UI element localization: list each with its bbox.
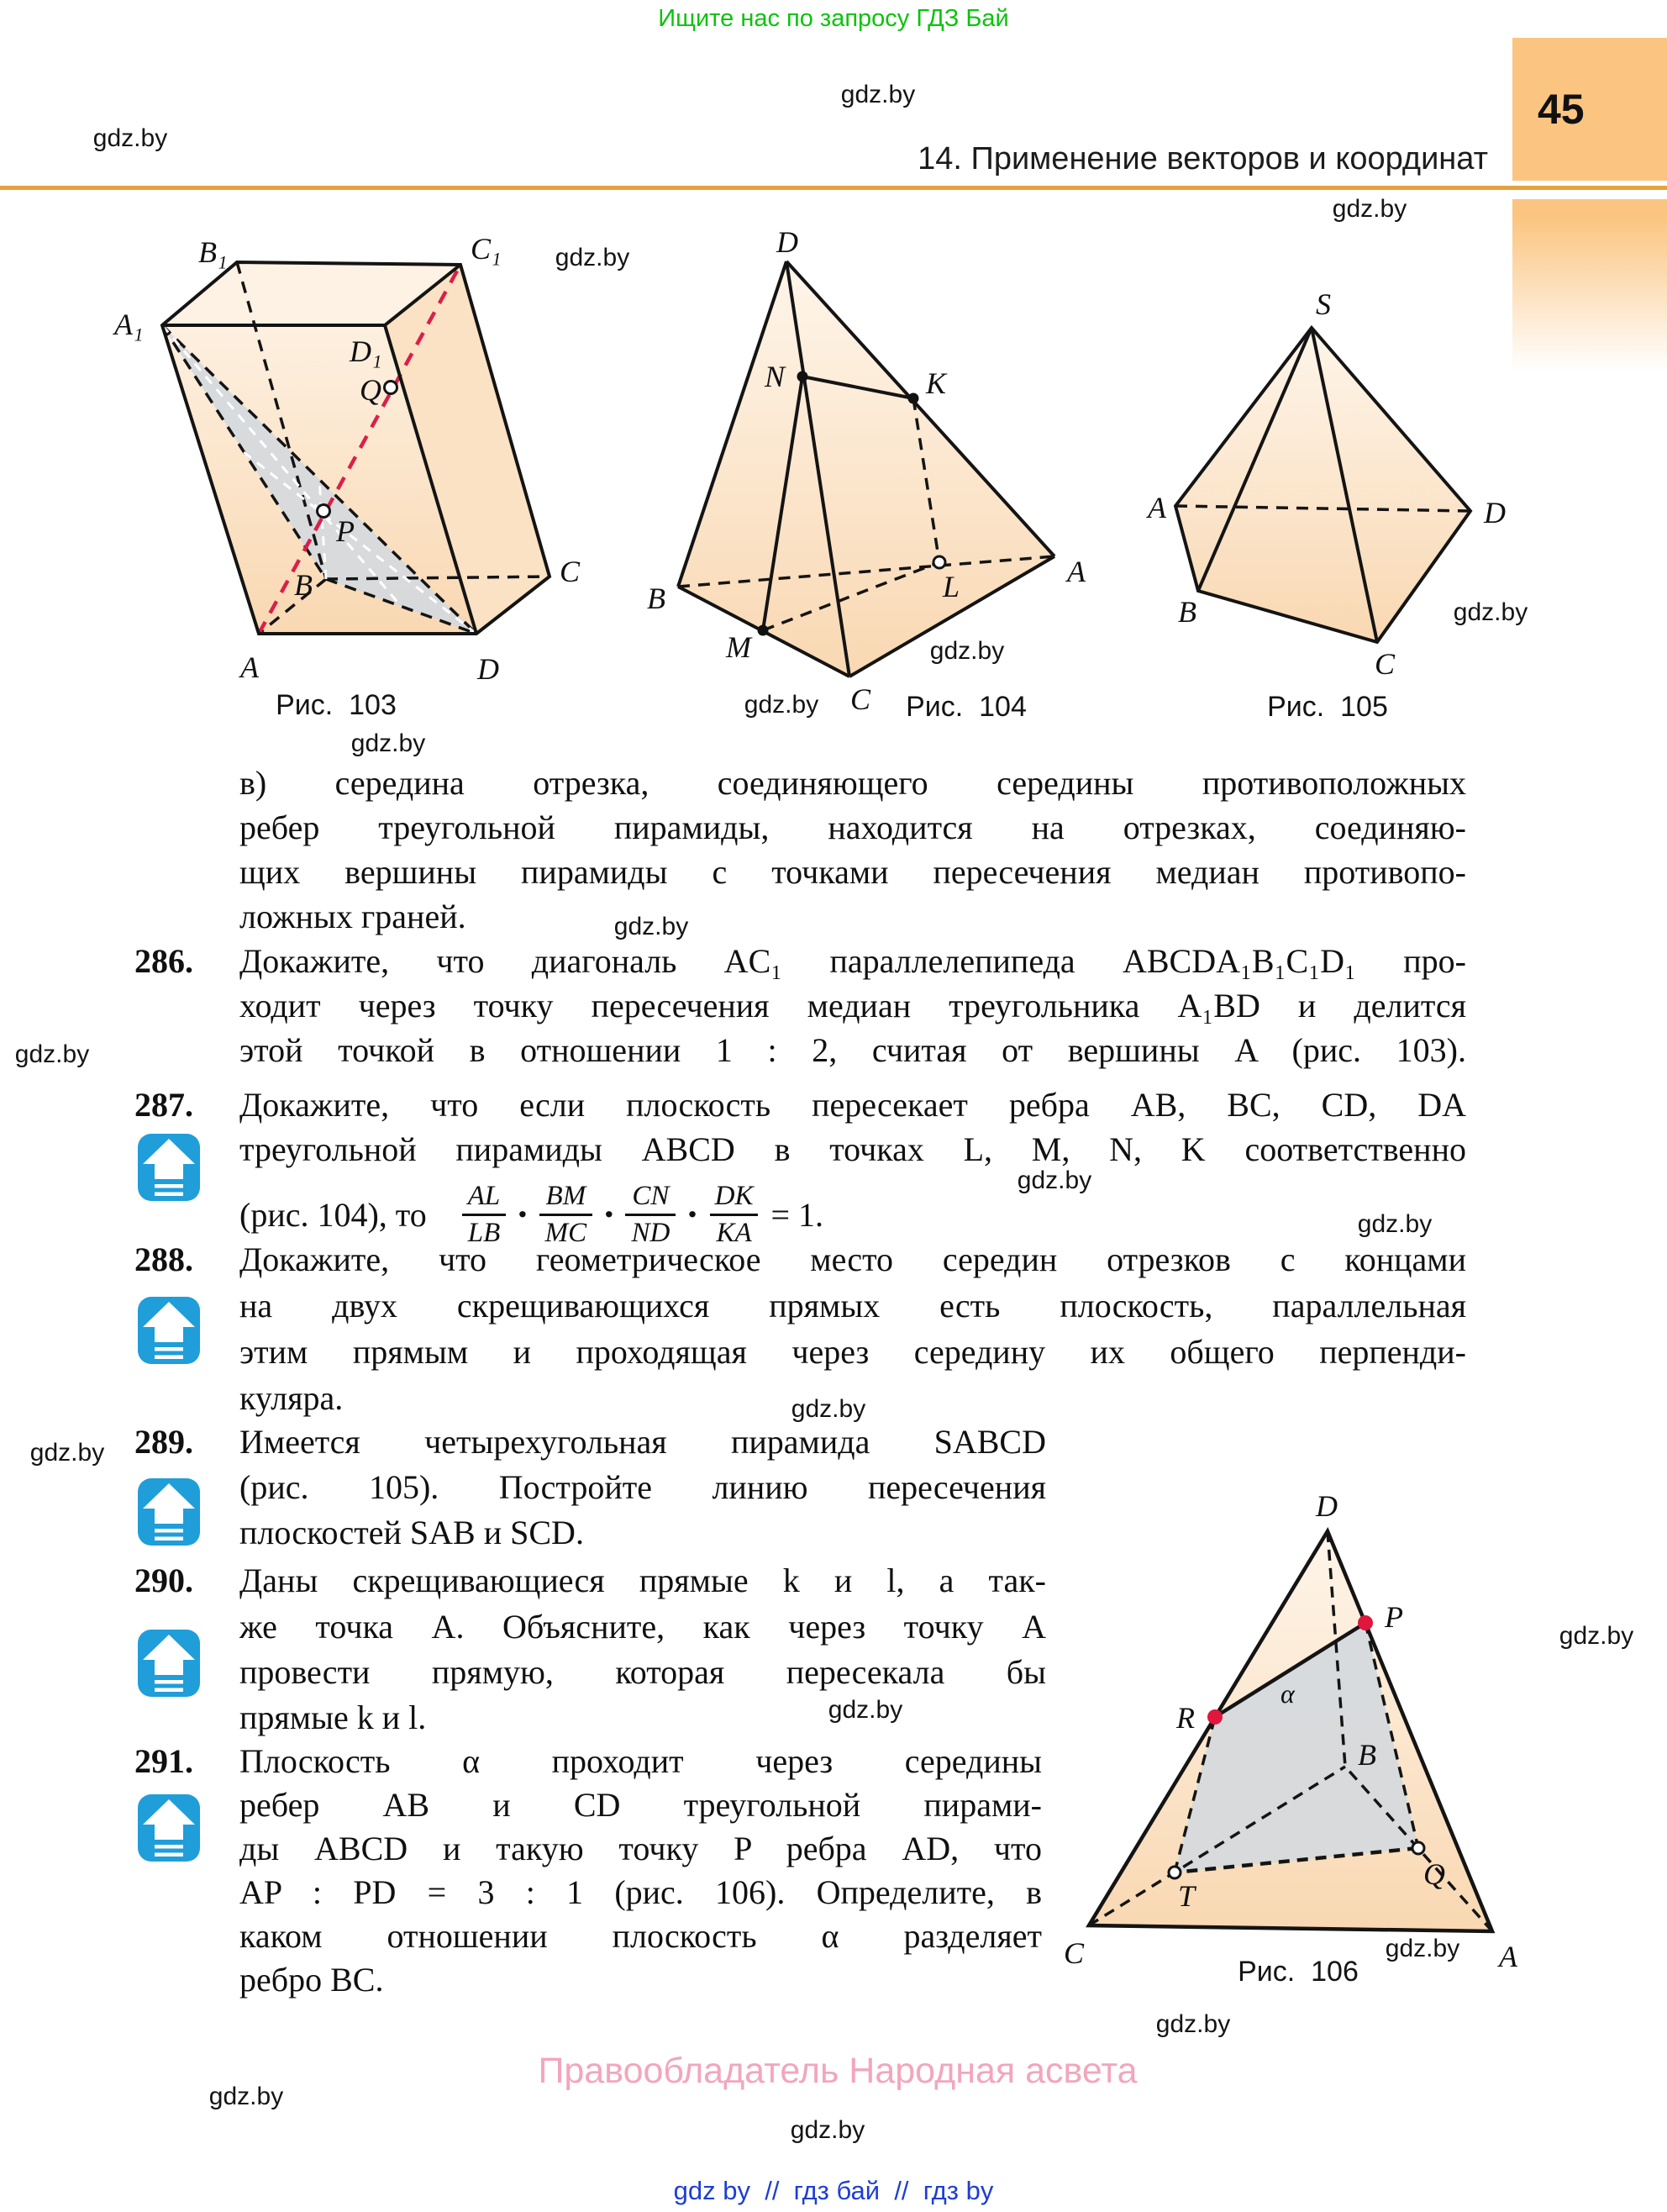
- problem-291-line: ды ABCD и такую точку P ребра AD, что: [239, 1830, 1042, 1867]
- problem-290-line: Даны скрещивающиеся прямые k и l, а так-: [239, 1562, 1046, 1599]
- vertex-label: B: [1358, 1738, 1376, 1772]
- multiply-dot: ·: [602, 1193, 616, 1235]
- problem-290-line: провести прямую, которая пересекала бы: [239, 1653, 1046, 1691]
- formula-result: = 1.: [770, 1195, 824, 1234]
- show-answer-button[interactable]: [137, 1133, 201, 1202]
- fraction-numerator: AL: [467, 1180, 501, 1211]
- problem-289-line: плоскостей SAB и SCD.: [239, 1514, 584, 1551]
- vertex-label: P: [336, 514, 355, 548]
- fraction-denominator: KA: [710, 1214, 757, 1248]
- vertex-label: K: [926, 366, 947, 400]
- show-answer-button[interactable]: [137, 1629, 201, 1698]
- watermark: gdz.by: [790, 2116, 865, 2144]
- vertex-label: C₁: [471, 232, 502, 266]
- problem-291-line: ребер AB и CD треугольной пирами-: [239, 1786, 1042, 1824]
- vertex-label: B: [1178, 595, 1196, 629]
- show-answer-button[interactable]: [137, 1793, 201, 1862]
- problem-288-line: куляра.: [239, 1379, 344, 1417]
- multiply-dot: ·: [516, 1193, 529, 1235]
- watermark: gdz.by: [555, 244, 630, 271]
- vertex-label: N: [765, 360, 786, 393]
- show-answer-button[interactable]: [137, 1296, 201, 1365]
- vertex-label: R: [1176, 1701, 1195, 1735]
- figure-104-tetrahedron: [639, 227, 1092, 714]
- fraction: [539, 1181, 593, 1249]
- vertex-label: C: [1375, 647, 1396, 681]
- formula-prefix: (рис. 104), то: [239, 1195, 427, 1234]
- problem-289-line: Имеется четырехугольная пирамида SABCD: [239, 1423, 1046, 1461]
- vertex-label: D: [477, 652, 499, 686]
- vertex-label: A: [1148, 491, 1166, 524]
- problem-287-line: Докажите, что если плоскость пересекает ребра AB, BC, CD, DA: [239, 1086, 1466, 1124]
- vertex-label: P: [1385, 1600, 1403, 1634]
- vertex-label: C: [850, 682, 871, 714]
- page-number-box: [1512, 38, 1667, 181]
- watermark: gdz.by: [791, 1395, 866, 1423]
- problem-291-line: ребро BC.: [239, 1961, 384, 1999]
- vertex-label: D: [1316, 1489, 1338, 1523]
- fraction: [462, 1181, 507, 1249]
- watermark: gdz.by: [350, 729, 426, 757]
- watermark: gdz.by: [1385, 1935, 1460, 1962]
- vertex-label: D₁: [350, 334, 382, 368]
- fraction-denominator: LB: [462, 1214, 507, 1248]
- fraction: [625, 1181, 676, 1249]
- vertex-label: A: [1067, 555, 1086, 588]
- problem-291-line: AP : PD = 3 : 1 (рис. 106). Определите, в: [239, 1873, 1042, 1911]
- problem-286-line: Докажите, что диагональ AC₁ параллелепипеда ABCDA₁B₁C₁D₁ про-: [239, 942, 1466, 980]
- vertex-label: C: [560, 555, 581, 588]
- watermark: gdz.by: [92, 124, 168, 152]
- problem-288-line: на двух скрещивающихся прямых есть плоскость, параллельная: [239, 1287, 1466, 1325]
- problem-288-line: Докажите, что геометрическое место середин отрезков с концами: [239, 1240, 1466, 1278]
- problem-287-line: треугольной пирамиды ABCD в точках L, M, N, K соответственно: [239, 1130, 1466, 1168]
- watermark: gdz.by: [1559, 1622, 1634, 1650]
- chapter-title: 14. Применение векторов и координат: [918, 141, 1488, 176]
- fraction: [709, 1181, 760, 1249]
- fraction-numerator: DK: [714, 1180, 754, 1211]
- vertex-label: Q: [360, 373, 381, 407]
- fraction-denominator: ND: [625, 1214, 676, 1248]
- watermark: gdz.by: [14, 1040, 90, 1068]
- problem-289-line: (рис. 105). Постройте линию пересечения: [239, 1468, 1046, 1506]
- page-number: 45: [1538, 86, 1585, 133]
- vertex-label: D: [1484, 496, 1506, 529]
- vertex-label: A: [1499, 1940, 1517, 1973]
- footer-links[interactable]: gdz by // гдз бай // гдз by: [673, 2176, 994, 2205]
- figure-caption-104: Рис. 104: [906, 691, 1027, 723]
- figure-106-tetrahedron-section: [1059, 1479, 1529, 1983]
- fraction-numerator: CN: [632, 1180, 670, 1211]
- intro-line: ребер треугольной пирамиды, находится на отрезках, соединяю-: [239, 808, 1466, 846]
- watermark: gdz.by: [1332, 195, 1407, 223]
- watermark: gdz.by: [1453, 598, 1528, 626]
- watermark: gdz.by: [613, 913, 689, 940]
- vertex-label: L: [943, 570, 960, 603]
- problem-286-line: ходит через точку пересечения медиан треугольника A₁BD и делится: [239, 987, 1466, 1024]
- show-answer-button[interactable]: [137, 1477, 201, 1546]
- watermark: gdz.by: [744, 691, 819, 719]
- figure-caption-103: Рис. 103: [276, 689, 397, 721]
- promo-banner: Ищите нас по запросу ГДЗ Бай: [658, 5, 1009, 32]
- figure-caption-106: Рис. 106: [1238, 1956, 1359, 1988]
- problem-291-line: Плоскость α проходит через середины: [239, 1742, 1042, 1780]
- problem-288-line: этим прямым и проходящая через середину их общего перпенди-: [239, 1333, 1466, 1371]
- figure-caption-105: Рис. 105: [1267, 691, 1388, 723]
- vertex-label: B₁: [198, 235, 228, 269]
- vertex-label: Q: [1423, 1857, 1445, 1891]
- problem-286-line: этой точкой в отношении 1 : 2, считая от вершины A (рис. 103).: [239, 1031, 1466, 1069]
- vertex-label: A₁: [114, 308, 144, 341]
- problem-number-290: 290.: [134, 1562, 193, 1599]
- watermark: gdz.by: [828, 1696, 903, 1724]
- watermark: gdz.by: [929, 637, 1005, 665]
- watermark: gdz.by: [1357, 1210, 1433, 1238]
- watermark: gdz.by: [1017, 1167, 1092, 1194]
- vertex-label: S: [1316, 287, 1331, 321]
- vertex-label: B: [647, 582, 665, 615]
- problem-number-287: 287.: [134, 1086, 193, 1124]
- fraction-denominator: MC: [539, 1214, 593, 1248]
- problem-number-288: 288.: [134, 1240, 193, 1278]
- problem-290-line: прямые k и l.: [239, 1698, 427, 1736]
- vertex-label: M: [726, 630, 751, 664]
- copyright-notice: Правообладатель Народная асвета: [538, 2051, 1138, 2091]
- problem-number-291: 291.: [134, 1742, 193, 1780]
- watermark: gdz.by: [840, 81, 916, 108]
- header-rule: [0, 186, 1667, 190]
- vertex-label: B: [294, 568, 313, 602]
- problem-number-289: 289.: [134, 1423, 193, 1461]
- figure-103-parallelepiped: [109, 219, 664, 740]
- fig104-body: [678, 261, 1054, 677]
- problem-291-line: каком отношении плоскость α разделяет: [239, 1917, 1042, 1955]
- vertex-label: D: [776, 227, 798, 259]
- multiply-dot: ·: [686, 1193, 699, 1235]
- problem-number-286: 286.: [134, 942, 193, 980]
- vertex-label: T: [1178, 1879, 1196, 1913]
- figure-105-pyramid: [1117, 277, 1554, 698]
- intro-line: ложных граней.: [239, 898, 466, 935]
- vertex-label: C: [1064, 1936, 1085, 1970]
- intro-line: в) середина отрезка, соединяющего середины противоположных: [239, 764, 1466, 802]
- watermark: gdz.by: [29, 1439, 105, 1467]
- fraction-numerator: BM: [545, 1180, 586, 1211]
- problem-290-line: же точка A. Объясните, как через точку A: [239, 1608, 1046, 1646]
- angle-label: α: [1280, 1678, 1295, 1709]
- watermark: gdz.by: [208, 2083, 284, 2110]
- watermark: gdz.by: [1155, 2010, 1231, 2038]
- vertex-label: A: [240, 650, 259, 684]
- intro-line: щих вершины пирамиды с точками пересечения медиан противопо-: [239, 853, 1466, 891]
